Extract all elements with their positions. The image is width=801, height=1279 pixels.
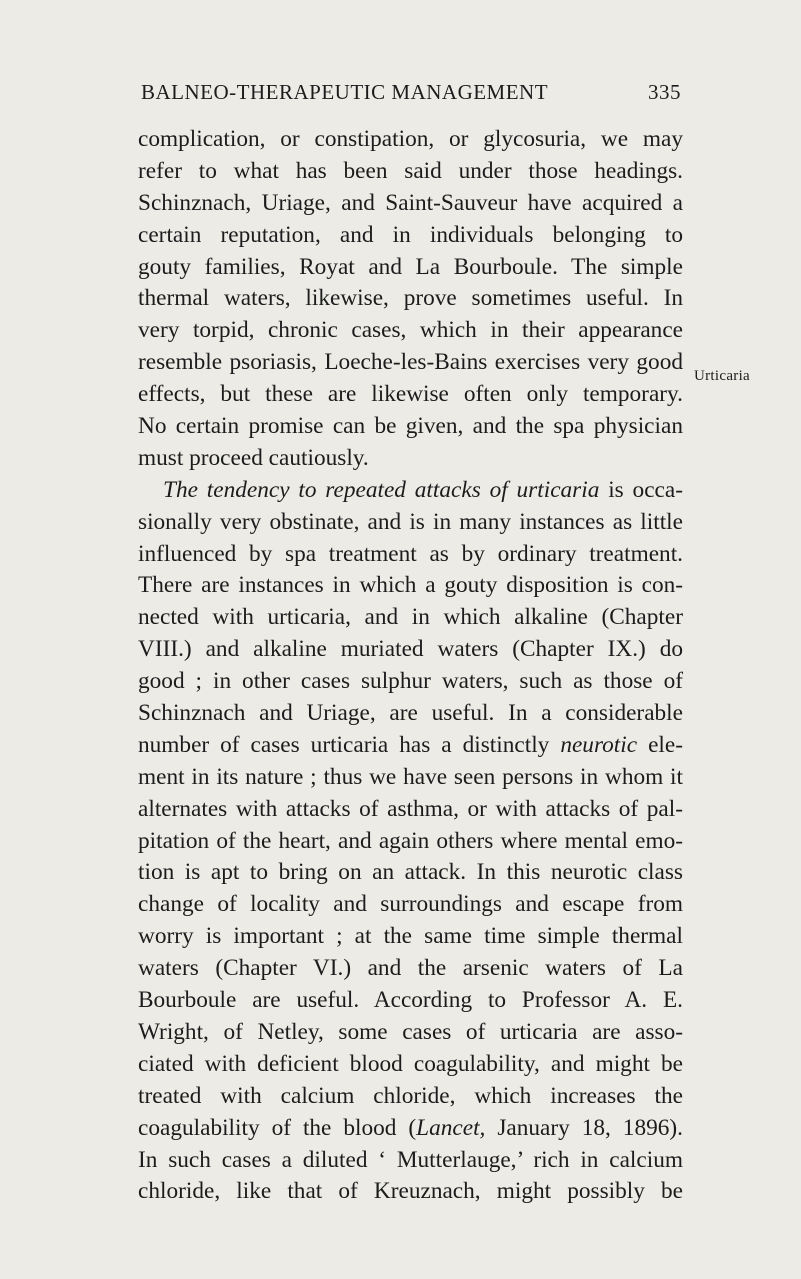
- text-line: waters (Chapter VI.) and the arsenic waters of La: [138, 955, 683, 982]
- text-line: pitation of the heart, and again others where mental emo-: [138, 827, 683, 854]
- text-line: In such cases a diluted ‘ Mutterlauge,’ rich in calcium: [138, 1146, 683, 1173]
- text-line: [138, 475, 683, 507]
- text-line: alternates with attacks of asthma, or with attacks of pal-: [138, 795, 683, 822]
- text-line: certain reputation, and in individuals belonging to: [138, 221, 683, 248]
- text-line: There are instances in which a gouty disposition is con-: [138, 572, 683, 599]
- text-line: ment in its nature ; thus we have seen persons in whom it: [138, 763, 683, 790]
- text-line: refer to what has been said under those headings.: [138, 157, 683, 184]
- text-line: ciated with deficient blood coagulability, and might be: [138, 1050, 683, 1077]
- text-line: very torpid, chronic cases, which in their appearance: [138, 317, 683, 344]
- text-line: Schinznach, Uriage, and Saint-Sauveur have acquired a: [138, 189, 683, 216]
- text-line: influenced by spa treatment as by ordinary treatment.: [138, 540, 683, 567]
- text-fragment: is occa-: [599, 476, 683, 503]
- text-line: [138, 730, 683, 762]
- page-number: 335: [648, 80, 681, 104]
- text-line: [138, 1113, 683, 1145]
- text-line: thermal waters, likewise, prove sometimes useful. In: [138, 285, 683, 312]
- italic-phrase: The tendency to repeated attacks of urticaria: [163, 476, 600, 503]
- text-line: nected with urticaria, and in which alkaline (Chapter: [138, 604, 683, 631]
- text-line: Bourboule are useful. According to Professor A. E.: [138, 987, 683, 1014]
- page-header: [141, 80, 681, 110]
- text-line: effects, but these are likewise often only temporary.: [138, 381, 683, 408]
- body-text: [138, 124, 683, 1208]
- text-line: No certain promise can be given, and the spa physician: [138, 413, 683, 440]
- italic-word: neurotic: [560, 731, 638, 758]
- text-fragment: number of cases urticaria has a distinctly: [138, 731, 561, 758]
- text-line: complication, or constipation, or glycosuria, we may: [138, 126, 683, 152]
- text-line: worry is important ; at the same time simple thermal: [138, 923, 683, 950]
- text-line: Wright, of Netley, some cases of urticaria are asso-: [138, 1018, 683, 1045]
- italic-citation: Lancet,: [416, 1114, 486, 1141]
- text-line: sionally very obstinate, and is in many instances as little: [138, 508, 683, 535]
- text-line: Schinznach and Uriage, are useful. In a considerable: [138, 700, 683, 727]
- text-line: gouty families, Royat and La Bourboule. The simple: [138, 253, 683, 280]
- margin-note-urticaria: Urticaria: [694, 368, 750, 384]
- text-line: resemble psoriasis, Loeche-les-Bains exercises very good: [138, 349, 683, 376]
- text-fragment: ele-: [637, 731, 683, 758]
- text-line: good ; in other cases sulphur waters, such as those of: [138, 668, 683, 695]
- text-fragment: January 18, 1896).: [485, 1114, 683, 1141]
- text-fragment: coagulability of the blood (: [138, 1114, 417, 1141]
- text-line: treated with calcium chloride, which increases the: [138, 1082, 683, 1109]
- text-line: change of locality and surroundings and escape from: [138, 891, 683, 918]
- text-line: VIII.) and alkaline muriated waters (Chapter IX.) do: [138, 636, 683, 663]
- text-line: tion is apt to bring on an attack. In this neurotic class: [138, 859, 683, 886]
- text-line: must proceed cautiously.: [138, 444, 369, 471]
- text-line: chloride, like that of Kreuznach, might possibly be: [138, 1178, 683, 1205]
- running-title: BALNEO-THERAPEUTIC MANAGEMENT: [141, 80, 549, 104]
